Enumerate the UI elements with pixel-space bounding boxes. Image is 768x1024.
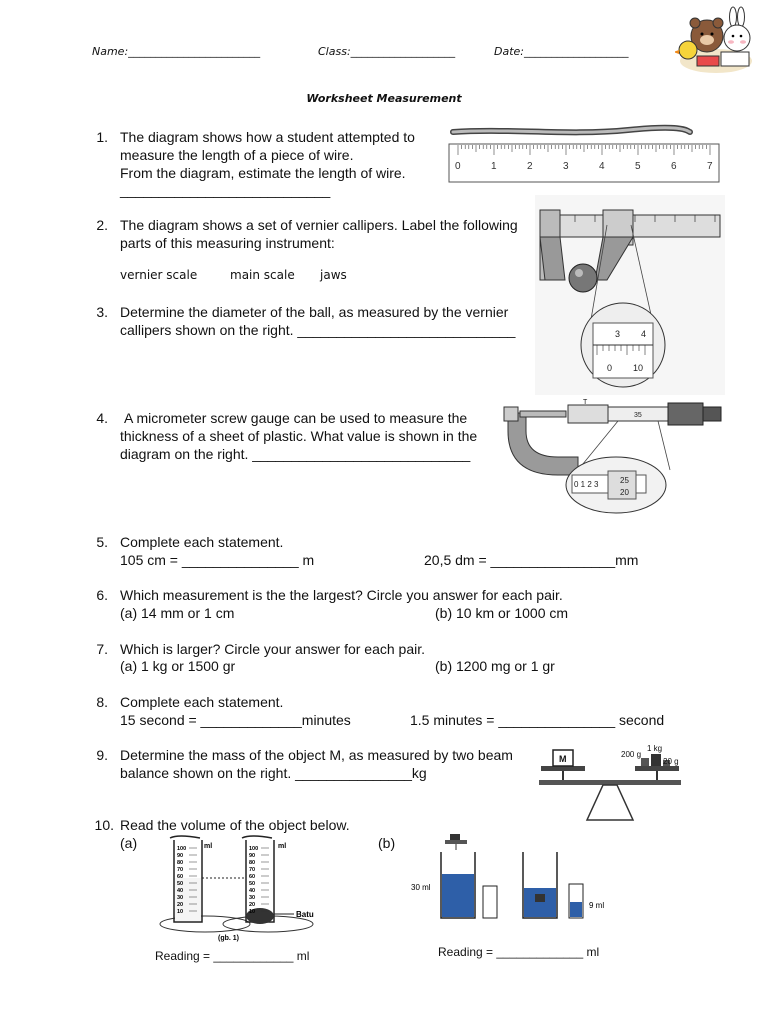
q6-line1: Which measurement is the the largest? Circle you answer for each pair. [120,587,563,603]
cylinder-scale-label: 20 [249,902,256,908]
q6-number: 6. [96,587,108,603]
ruler-label: 7 [707,161,713,172]
svg-text:25: 25 [620,476,629,485]
vernier-caliper-diagram [535,195,725,395]
q6-part-a: (a) 14 mm or 1 cm [120,605,235,621]
svg-text:35: 35 [634,412,642,419]
beam-balance-diagram [535,742,685,824]
ruler-label: 6 [671,161,677,172]
q10-part-b-label: (b) [378,835,396,851]
svg-text:(gb. 1): (gb. 1) [218,935,239,942]
svg-text:0 1 2 3: 0 1 2 3 [574,480,599,489]
q5-part-b: 20,5 dm = ________________mm [424,552,639,568]
svg-text:10: 10 [633,363,644,373]
q9-line1: Determine the mass of the object M, as measured by two beam [120,747,513,763]
label-vernier-scale: vernier scale [120,268,198,282]
q8-line1: Complete each statement. [120,694,284,710]
class-label: Class: [318,45,351,58]
q4-number: 4. [96,410,108,426]
cylinder-scale-label: 60 [249,874,256,880]
cylinder-scale-label: 40 [249,888,256,894]
q8-part-b: 1.5 minutes = _______________ second [410,712,665,728]
q6-part-b: (b) 10 km or 1000 cm [435,605,569,621]
q7-part-b: (b) 1200 mg or 1 gr [435,658,555,674]
q9-number: 9. [96,747,108,763]
svg-text:200 g: 200 g [621,750,642,759]
q5-part-a: 105 cm = _______________ m [120,552,315,568]
worksheet-title: Worksheet Measurement [306,92,462,105]
cylinder-scale-label: 60 [177,874,184,880]
svg-text:ml: ml [204,843,213,850]
q4-line2: thickness of a sheet of plastic. What value is shown in the [120,428,478,444]
reading-b: Reading = _____________ ml [438,945,600,959]
ruler-label: 1 [491,161,497,172]
class-field [318,45,455,58]
cylinder-scale-label: 100 [177,846,187,852]
svg-text:9 ml: 9 ml [589,901,605,910]
cylinder-scale-label: 80 [177,860,184,866]
svg-text:20 g: 20 g [663,757,679,766]
cylinder-scale-label: 50 [249,881,256,887]
ruler-label: 4 [599,161,605,172]
q1-line1: The diagram shows how a student attempted to [120,129,415,145]
q2-line2: parts of this measuring instrument: [120,235,335,251]
cylinder-scale-label: 90 [249,853,256,859]
q10-line1: Read the volume of the object below. [120,817,350,833]
beakers-b-diagram [405,832,625,924]
svg-text:0: 0 [607,363,613,373]
svg-text:M: M [559,754,567,764]
svg-text:1 kg: 1 kg [647,744,663,753]
q1-line2: measure the length of a piece of wire. [120,147,354,163]
svg-text:ml: ml [278,843,287,850]
date-field [494,45,629,58]
micrometer-diagram [498,395,726,515]
q7-number: 7. [96,641,108,657]
svg-text:Batu: Batu [296,910,314,919]
ruler-label: 3 [563,161,569,172]
name-field [92,45,260,58]
cylinder-scale-label: 30 [177,895,184,901]
q10-part-a-label: (a) [120,835,138,851]
name-label: Name: [92,45,129,58]
q5-line1: Complete each statement. [120,534,284,550]
cylinder-scale-label: 80 [249,860,256,866]
ruler-label: 2 [527,161,533,172]
svg-text:30 ml: 30 ml [411,883,431,892]
cylinder-scale-label: 100 [249,846,259,852]
svg-text:4: 4 [641,329,647,339]
date-blank: ___________________ [524,45,629,58]
q10-number: 10. [94,817,114,833]
cylinder-scale-label: 70 [177,867,184,873]
cylinder-scale-label: 50 [177,881,184,887]
name-blank: ________________________ [128,45,261,58]
cylinder-scale-label: 30 [249,895,256,901]
q9-line2: balance shown on the right. _______________kg [120,765,427,781]
q1-number: 1. [96,129,108,145]
q1-line3: From the diagram, estimate the length of wire. [120,165,406,181]
q7-line1: Which is larger? Circle your answer for each pair. [120,641,426,657]
svg-text:3: 3 [615,329,621,339]
q5-number: 5. [96,534,108,550]
cylinder-scale-label: 10 [177,909,184,915]
q3-line1: Determine the diameter of the ball, as measured by the vernier [120,304,509,320]
q8-number: 8. [96,694,108,710]
date-label: Date: [494,45,524,58]
cartoon-mascots-image [675,6,757,76]
label-main-scale: main scale [230,268,295,282]
q4-line3: diagram on the right. ____________________________ [120,446,471,462]
class-blank: ___________________ [350,45,456,58]
q2-line1: The diagram shows a set of vernier callipers. Label the following [120,217,518,233]
reading-a: Reading = ____________ ml [155,949,310,963]
q1-answer-blank: ___________________________ [120,182,331,198]
wire-ruler-diagram [448,122,720,184]
cylinder-scale-label: 40 [177,888,184,894]
cylinder-scale-label: 70 [249,867,256,873]
label-jaws: jaws [320,268,347,282]
cylinder-scale-label: 10 [249,909,256,915]
svg-text:T: T [583,399,588,406]
q3-number: 3. [96,304,108,320]
ruler-label: 0 [455,161,461,172]
q2-number: 2. [96,217,108,233]
measuring-cylinders-a-diagram [150,832,330,947]
cylinder-scale-label: 90 [177,853,184,859]
q4-line1: A micrometer screw gauge can be used to measure the [124,410,468,426]
ruler-label: 5 [635,161,641,172]
q3-line2: callipers shown on the right. ____________________________ [120,322,516,338]
q8-part-a: 15 second = _____________minutes [120,712,351,728]
q7-part-a: (a) 1 kg or 1500 gr [120,658,236,674]
cylinder-scale-label: 20 [177,902,184,908]
svg-text:20: 20 [620,488,629,497]
